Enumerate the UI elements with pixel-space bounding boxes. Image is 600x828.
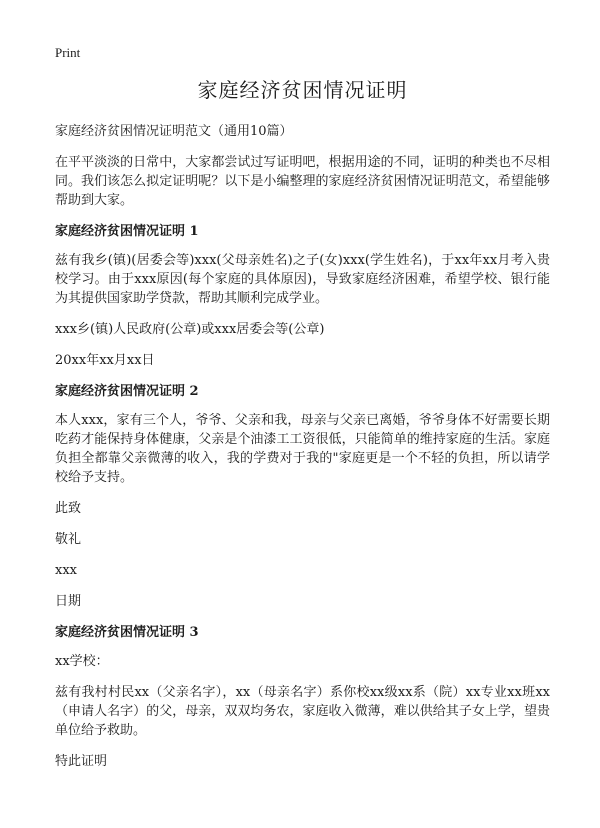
section-2-salute-line: 敬礼 xyxy=(55,532,82,547)
section-1-heading: 家庭经济贫困情况证明 1 xyxy=(55,224,199,239)
document-title: 家庭经济贫困情况证明 xyxy=(197,78,408,102)
intro-paragraph: 在平平淡淡的日常中，大家都尝试过写证明吧，根据用途的不同，证明的种类也不尽相同。我们该怎么拟定证明呢？以下是小编整理的家庭经济贫困情况证明范文，希望能够帮助到大家。 xyxy=(55,155,550,208)
section-2-signature-line: xxx xyxy=(55,563,77,578)
section-2-body: 本人xxx，家有三个人，爷爷、父亲和我，母亲与父亲已离婚，爷爷身体不好需要长期吃药才能保持身体健康，父亲是个油漆工工资很低，只能简单的维持家庭的生活。家庭负担全都靠父亲微薄的收入，我的学费对于我的"家庭更是一个不轻的负担，所以请学校给予支持。 xyxy=(55,413,550,485)
section-3-body: 兹有我村村民xx（父亲名字），xx（母亲名字）系你校xx级xx系（院）xx专业xx班xx（申请人名字）的父，母亲，双双均务农，家庭收入微薄，难以供给其子女上学，望贵单位给予救助。 xyxy=(55,685,550,738)
document-subtitle: 家庭经济贫困情况证明范文（通用10篇） xyxy=(55,124,293,139)
section-1-date-line: 20xx年xx月xx日 xyxy=(55,353,155,368)
section-1-body: 兹有我乡(镇)(居委会等)xxx(父母亲姓名)之子(女)xxx(学生姓名)，于xx年xx月考入贵校学习。由于xxx原因(每个家庭的具体原因)，导致家庭经济困难，希望学校、银行能为其提供国家助学贷款，帮助其顺利完成学业。 xyxy=(55,253,550,306)
section-2-date-line: 日期 xyxy=(55,594,82,609)
print-label: Print xyxy=(55,45,81,60)
section-2-heading: 家庭经济贫困情况证明 2 xyxy=(55,384,199,399)
section-3-closing-line: 特此证明 xyxy=(55,754,108,769)
section-3-heading: 家庭经济贫困情况证明 3 xyxy=(55,625,199,640)
section-3-greeting: xx学校： xyxy=(55,654,109,669)
section-2-closing-line: 此致 xyxy=(55,501,82,516)
section-1-seal-line: xxx乡(镇)人民政府(公章)或xxx居委会等(公章) xyxy=(55,322,325,337)
